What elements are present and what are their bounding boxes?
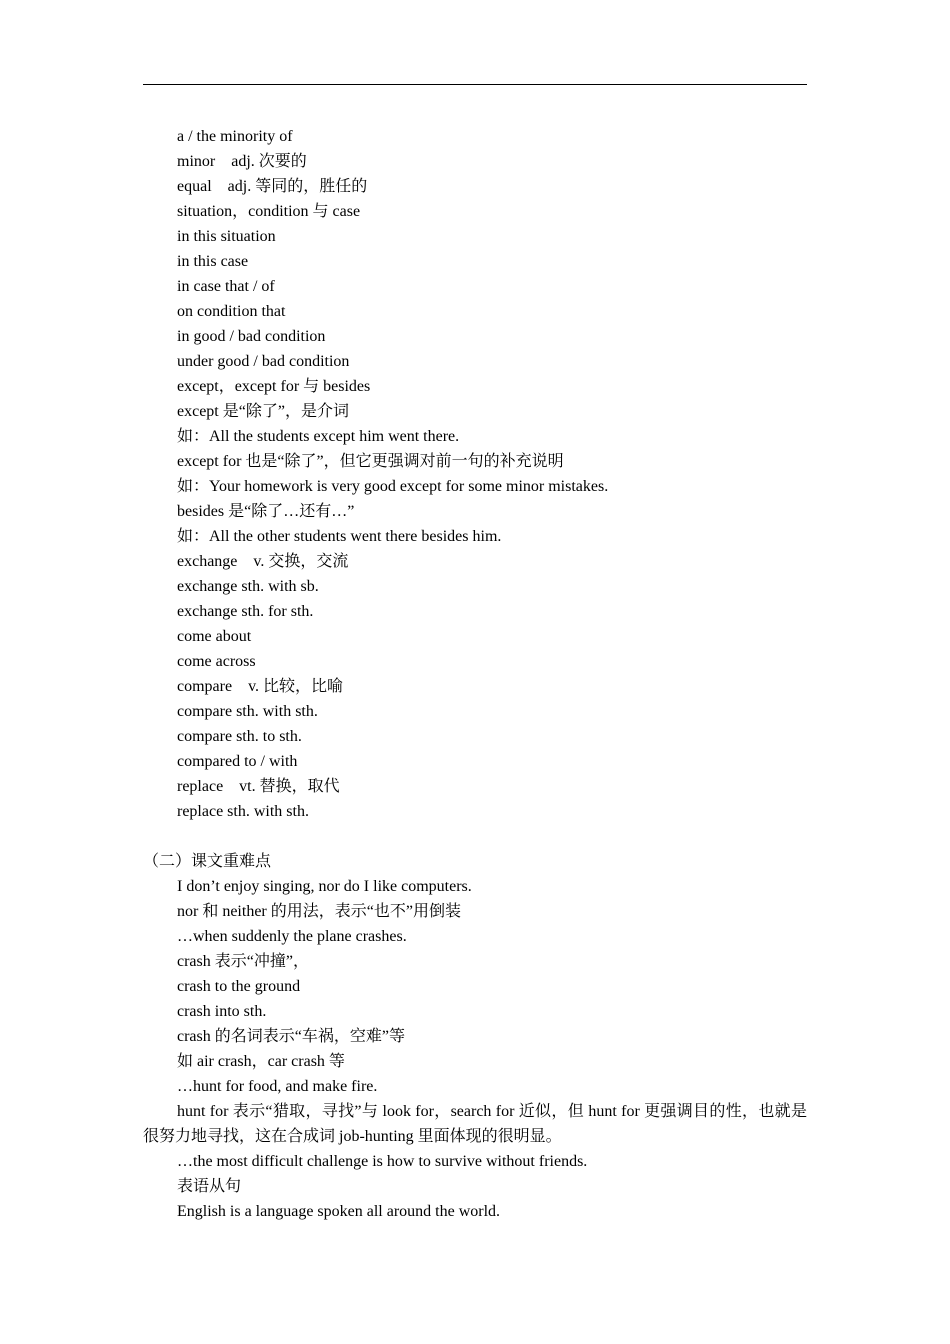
text-line: crash to the ground <box>177 978 301 995</box>
text-line: English is a language spoken all around the world. <box>177 1203 501 1220</box>
text-line: compare sth. with sth. <box>177 703 318 720</box>
text-line: in case that / of <box>177 278 275 295</box>
text-line: except for 也是“除了”，但它更强调对前一句的补充说明 <box>177 453 564 470</box>
section-heading: （二）课文重难点 <box>143 853 272 870</box>
text-line: compare sth. to sth. <box>177 728 302 745</box>
text-line: 表语从句 <box>177 1178 242 1195</box>
blank-line <box>143 824 807 849</box>
text-line: a / the minority of <box>177 128 293 145</box>
text-line: on condition that <box>177 303 286 320</box>
hunt-for-paragraph: hunt for 表示“猎取，寻找”与 look for，search for 近似，但 hunt for 更强调目的性，也就是很努力地寻找，这在合成词 job-hunting 里面体现的很明显。 <box>143 1103 807 1145</box>
section-notes <box>143 874 807 1099</box>
text-line: …hunt for food, and make fire. <box>177 1078 378 1095</box>
text-line: equal adj. 等同的，胜任的 <box>177 178 368 195</box>
text-line: except 是“除了”，是介词 <box>177 403 349 420</box>
text-line: besides 是“除了…还有…” <box>177 503 355 520</box>
text-line: exchange sth. with sb. <box>177 578 319 595</box>
text-line: exchange sth. for sth. <box>177 603 314 620</box>
text-line: compare v. 比较，比喻 <box>177 678 344 695</box>
text-line: come about <box>177 628 252 645</box>
text-line: …when suddenly the plane crashes. <box>177 928 407 945</box>
text-line: under good / bad condition <box>177 353 350 370</box>
vocabulary-list <box>143 124 807 824</box>
text-line: come across <box>177 653 256 670</box>
text-line: 如 air crash，car crash 等 <box>177 1053 345 1070</box>
text-line: in this case <box>177 253 249 270</box>
text-line: exchange v. 交换，交流 <box>177 553 349 570</box>
text-line: replace sth. with sth. <box>177 803 309 820</box>
text-line: nor 和 neither 的用法，表示“也不”用倒装 <box>177 903 461 920</box>
text-line: I don’t enjoy singing, nor do I like computers. <box>177 878 472 895</box>
text-line: 如：All the students except him went there. <box>177 428 460 445</box>
header-rule <box>143 84 807 85</box>
document-body <box>143 124 807 1224</box>
text-line: crash 表示“冲撞”， <box>177 953 309 970</box>
text-line: crash 的名词表示“车祸，空难”等 <box>177 1028 405 1045</box>
text-line: 如：Your homework is very good except for some minor mistakes. <box>177 478 609 495</box>
text-line: in this situation <box>177 228 276 245</box>
text-line: 如：All the other students went there besides him. <box>177 528 502 545</box>
text-line: …the most difficult challenge is how to survive without friends. <box>177 1153 588 1170</box>
text-line: replace vt. 替换，取代 <box>177 778 340 795</box>
section-notes-continued <box>143 1149 807 1224</box>
text-line: situation，condition 与 case <box>177 203 361 220</box>
text-line: except，except for 与 besides <box>177 378 371 395</box>
text-line: compared to / with <box>177 753 298 770</box>
text-line: crash into sth. <box>177 1003 267 1020</box>
text-line: in good / bad condition <box>177 328 326 345</box>
text-line: minor adj. 次要的 <box>177 153 307 170</box>
